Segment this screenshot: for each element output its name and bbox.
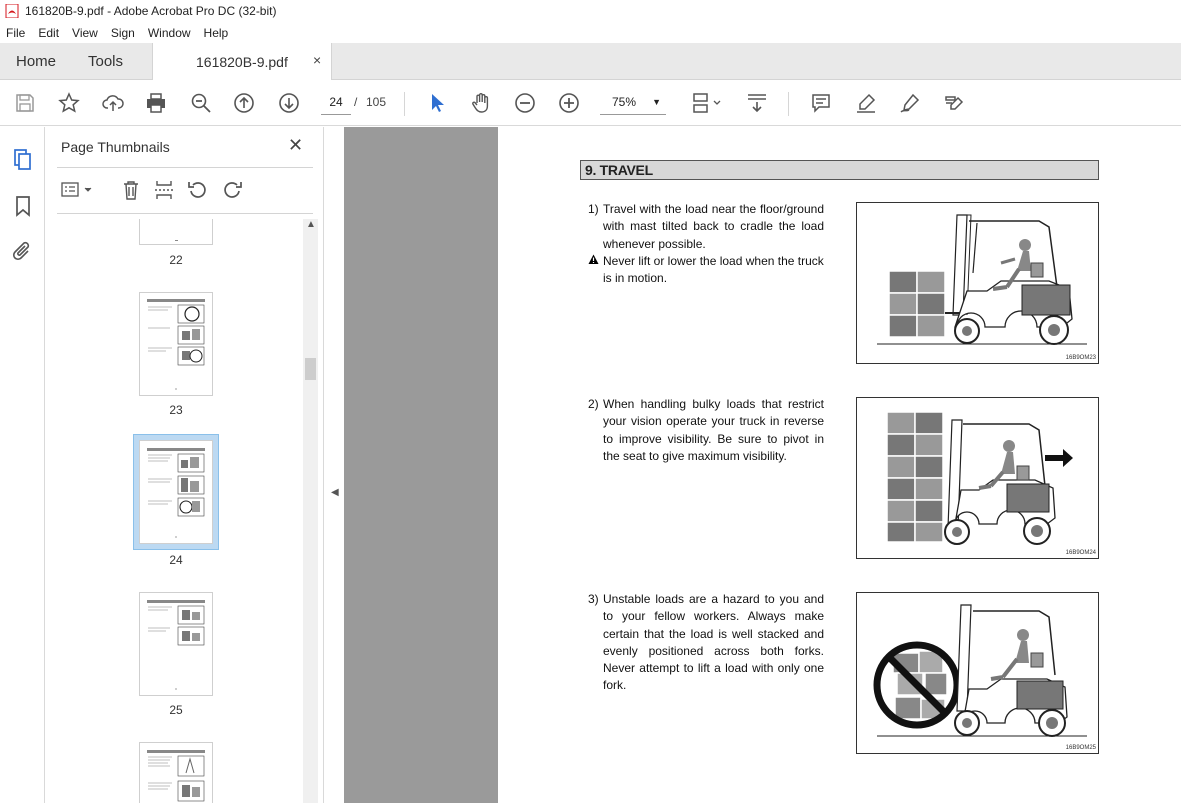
item-text: When handling bulky loads that restrict your vision operate your truck in reverse to improve visibility. Be sure to pivot in the seat to give maximum visibility. — [603, 397, 824, 463]
page-fit-icon[interactable] — [690, 90, 724, 116]
figure-unstable-load — [856, 592, 1099, 754]
rotate-right-icon[interactable] — [221, 179, 243, 201]
section-heading: 9. TRAVEL — [580, 160, 1099, 180]
tab-tools[interactable]: Tools — [88, 53, 124, 70]
menu-edit[interactable]: Edit — [38, 25, 60, 40]
page-thumbnails-panel — [45, 127, 323, 803]
highlight-icon[interactable] — [853, 90, 879, 116]
insert-pages-icon[interactable] — [153, 179, 175, 201]
figure-code: 16B9OM25 — [1065, 745, 1096, 751]
toolbar-divider — [404, 92, 405, 116]
total-pages: 105 — [366, 95, 387, 109]
save-icon[interactable] — [12, 90, 38, 116]
bookmark-icon[interactable] — [11, 194, 35, 218]
left-navigation-rail — [0, 127, 45, 803]
panel-title: Page Thumbnails — [61, 139, 170, 155]
thumbnail-label: 23 — [169, 403, 183, 417]
menu-help[interactable]: Help — [203, 25, 229, 40]
thumbnail-label: 24 — [169, 553, 183, 567]
page-thumbnails-icon[interactable] — [11, 147, 35, 171]
thumbnail-options-icon[interactable] — [61, 181, 95, 199]
scrollbar-thumb[interactable] — [305, 358, 316, 380]
figure-travel-reverse — [856, 397, 1099, 559]
figure-code: 16B9OM24 — [1065, 550, 1096, 556]
scroll-mode-icon[interactable] — [744, 90, 770, 116]
tab-close-button[interactable]: × — [313, 52, 322, 68]
page-thumbnail-25[interactable] — [139, 592, 213, 696]
star-icon[interactable] — [56, 90, 82, 116]
warning-text: Never lift or lower the load when the truck is in motion. — [603, 254, 824, 286]
toolbar — [0, 80, 1181, 126]
page-thumbnail-24[interactable] — [139, 440, 213, 544]
figure-travel-load-low — [856, 202, 1099, 364]
title-bar — [0, 0, 1181, 22]
document-viewer[interactable] — [344, 127, 1181, 803]
pdf-page — [498, 127, 1181, 803]
rotate-left-icon[interactable] — [187, 179, 209, 201]
tab-document-label: 161820B-9.pdf — [196, 54, 288, 70]
page-thumbnail-23[interactable] — [139, 292, 213, 396]
page-down-icon[interactable] — [276, 90, 302, 116]
hand-icon[interactable] — [468, 90, 494, 116]
warning-note — [588, 253, 824, 288]
page-thumbnail-22[interactable] — [139, 219, 213, 245]
page-up-icon[interactable] — [231, 90, 257, 116]
tab-home[interactable]: Home — [16, 53, 57, 70]
instruction-item-2 — [588, 396, 824, 465]
panel-close-button[interactable]: ✕ — [288, 135, 304, 155]
panel-toolbar — [57, 175, 313, 205]
chevron-up-icon[interactable]: ▲ — [306, 219, 316, 230]
tab-document[interactable] — [152, 43, 332, 81]
zoom-in-icon[interactable] — [556, 90, 582, 116]
page-separator: / — [354, 95, 358, 109]
item-text: Unstable loads are a hazard to you and to your fellow workers. Always make certain that the load is well stacked and evenly positioned across both forks. Never attempt to lift a load with only one fork. — [603, 592, 824, 693]
acrobat-app-icon — [5, 4, 19, 18]
collapse-panel-icon[interactable]: ◀ — [331, 487, 339, 498]
zoom-dropdown[interactable] — [600, 90, 666, 115]
chevron-down-icon: ▼ — [652, 97, 661, 107]
item-number: 3) — [588, 592, 599, 606]
menu-sign[interactable]: Sign — [110, 25, 135, 40]
menu-window[interactable]: Window — [147, 25, 191, 40]
tab-bar — [0, 43, 1181, 80]
zoom-out-icon[interactable] — [512, 90, 538, 116]
item-text: Travel with the load near the floor/ground with mast tilted back to cradle the load whenever possible. — [603, 202, 824, 251]
thumbnail-label: 25 — [169, 703, 183, 717]
menu-view[interactable]: View — [72, 25, 98, 40]
warning-icon — [588, 254, 599, 265]
thumbnail-label: 22 — [169, 253, 183, 267]
upload-icon[interactable] — [100, 90, 126, 116]
window-title: 161820B-9.pdf - Adobe Acrobat Pro DC (32-bit) — [25, 4, 277, 18]
menu-bar — [0, 22, 1181, 43]
panel-splitter[interactable] — [323, 127, 344, 803]
thumbnail-scrollbar[interactable] — [303, 219, 318, 803]
delete-icon[interactable] — [120, 179, 142, 201]
divider — [57, 213, 313, 214]
item-number: 1) — [588, 202, 599, 216]
thumbnail-list — [57, 219, 301, 803]
zoom-out-search-icon[interactable] — [188, 90, 214, 116]
comment-icon[interactable] — [808, 90, 834, 116]
fill-sign-icon[interactable] — [941, 90, 967, 116]
zoom-value: 75% — [612, 95, 637, 109]
page-thumbnail-26[interactable] — [139, 742, 213, 803]
select-arrow-icon[interactable] — [424, 90, 450, 116]
page-number-input[interactable]: 24 — [321, 90, 351, 115]
toolbar-divider — [788, 92, 789, 116]
attachment-icon[interactable] — [11, 240, 35, 264]
print-icon[interactable] — [143, 90, 169, 116]
menu-file[interactable]: File — [6, 25, 26, 40]
instruction-item-1 — [588, 201, 824, 253]
item-number: 2) — [588, 397, 599, 411]
draw-icon[interactable] — [897, 90, 923, 116]
instruction-item-3 — [588, 591, 824, 695]
divider — [57, 167, 313, 168]
figure-code: 16B9OM23 — [1065, 355, 1096, 361]
